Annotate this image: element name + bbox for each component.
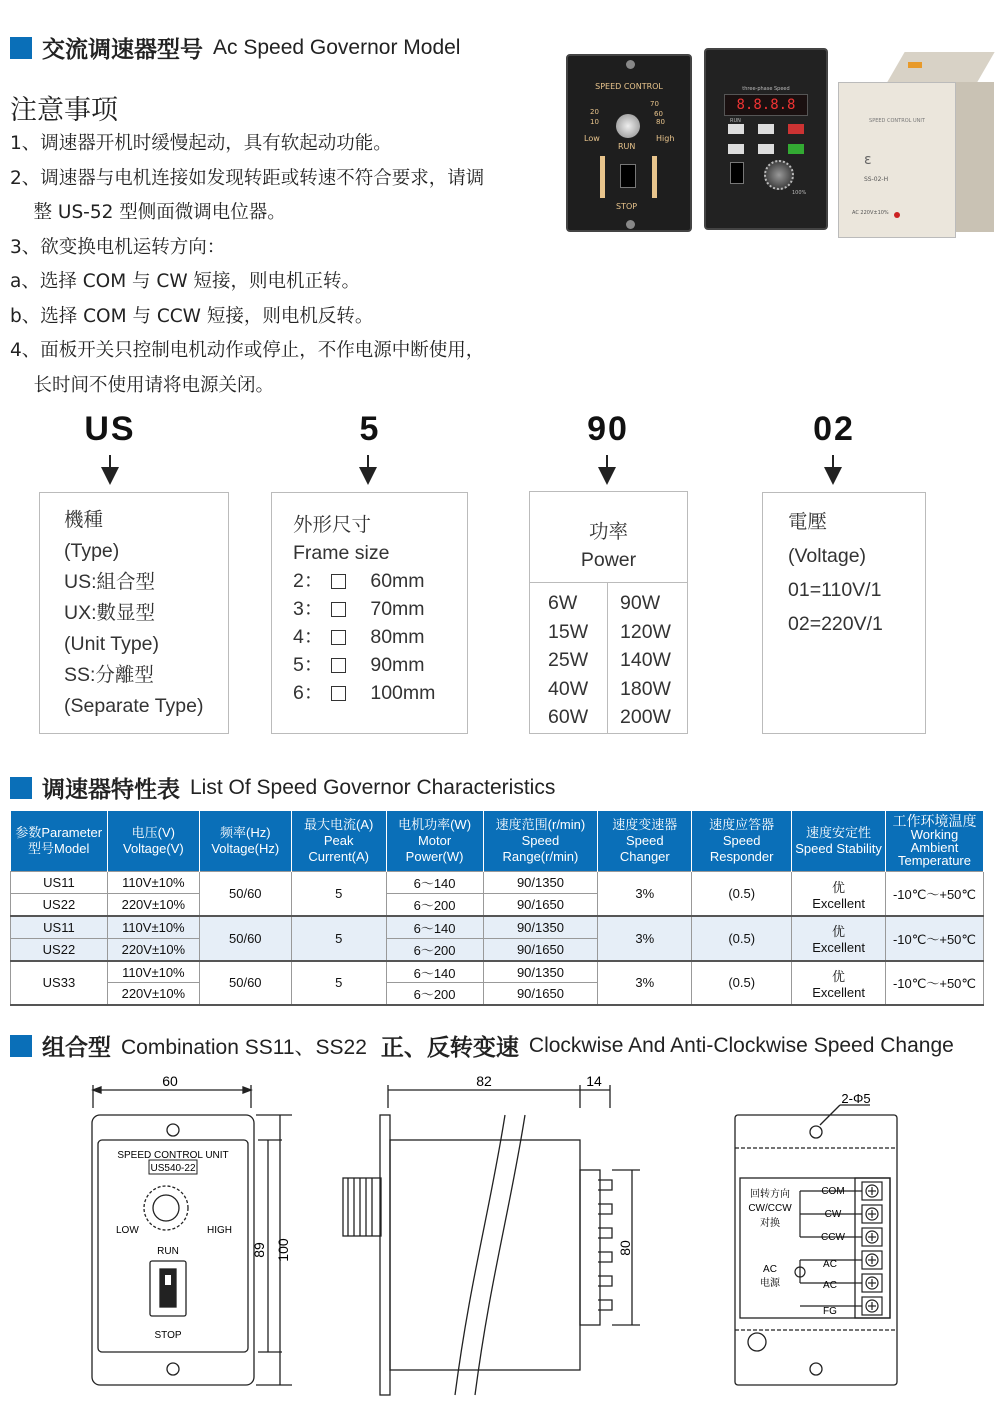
- knob-icon: [764, 160, 794, 190]
- cell-temperature: -10℃～+50℃: [886, 961, 984, 1006]
- col-header-stability: 速度安定性 Speed Stability: [792, 811, 886, 872]
- term-cw: CW: [824, 1209, 842, 1220]
- section-marker: [10, 1035, 32, 1057]
- section-header-model: [10, 31, 460, 64]
- col-header-voltage: 电压(V) Voltage(V): [107, 811, 199, 872]
- frame-num: 3：: [293, 598, 324, 620]
- type-line: (Unit Type): [64, 633, 160, 655]
- code-power: 90: [587, 410, 629, 448]
- type-box: [39, 492, 229, 734]
- col-header-responder: 速度应答器 Speed Responder: [692, 811, 792, 872]
- holes-label: 2-Φ5: [841, 1091, 871, 1106]
- type-line: 機種: [64, 509, 104, 531]
- dim-height-inner: 89: [251, 1242, 267, 1258]
- cell-voltage: 110V±10%: [107, 916, 199, 938]
- frame-num: 2：: [293, 570, 324, 592]
- frame-row: [293, 623, 435, 651]
- front-low: LOW: [116, 1225, 139, 1236]
- power-title-cn: 功率: [588, 521, 628, 543]
- term-ccw: CCW: [821, 1232, 845, 1243]
- cell-stability: 优 Excellent: [792, 916, 886, 961]
- power-title-en: Power: [580, 549, 637, 571]
- cell-voltage: 220V±10%: [107, 983, 199, 1005]
- col-header-current: 最大电流(A) Peak Current(A): [291, 811, 386, 872]
- cell-temperature: -10℃～+50℃: [886, 872, 984, 917]
- code-voltage: 02: [813, 410, 855, 448]
- frame-num: 5：: [293, 654, 324, 676]
- power-box: [529, 491, 688, 734]
- voltage-line: 電壓: [788, 511, 828, 533]
- cell-range: 90/1650: [483, 894, 598, 916]
- section-header-combination: [10, 1029, 954, 1062]
- cell-power: 6～200: [386, 894, 483, 916]
- section-title-en: Ac Speed Governor Model: [213, 35, 461, 59]
- photo-title: three-phase Speed: [742, 86, 790, 92]
- cell-range: 90/1650: [483, 938, 598, 960]
- cell-model: US22: [11, 894, 108, 916]
- arrow-down-icon: [101, 455, 119, 485]
- col-header-model: 参数Parameter 型号Model: [11, 811, 108, 872]
- voltage-line: 02=220V/1: [788, 613, 883, 635]
- frame-num: 6：: [293, 682, 324, 704]
- frame-title-en: Frame size: [293, 542, 390, 564]
- cell-power: 6～140: [386, 916, 483, 938]
- photo-title: SPEED CONTROL: [595, 82, 663, 91]
- run-label: RUN: [618, 142, 636, 151]
- cell-power: 6～140: [386, 961, 483, 983]
- col-header-range: 速度范围(r/min) Speed Range(r/min): [483, 811, 598, 872]
- power-value: 25W: [548, 649, 589, 671]
- table-row: [11, 872, 984, 894]
- cell-current: 5: [291, 961, 386, 1006]
- section-marker: [10, 37, 32, 59]
- power-value: 6W: [548, 592, 578, 614]
- cell-voltage: 110V±10%: [107, 872, 199, 894]
- type-line: SS:分離型: [64, 664, 154, 686]
- cell-range: 90/1350: [483, 916, 598, 938]
- power-value: 15W: [548, 620, 589, 643]
- frame-row: [293, 567, 435, 595]
- dim-terminal: 14: [586, 1073, 602, 1089]
- cell-temperature: -10℃～+50℃: [886, 916, 984, 961]
- dir-cn2: 对换: [760, 1218, 780, 1229]
- run-label: RUN: [730, 118, 741, 124]
- arrow-down-icon: [824, 455, 842, 485]
- type-line: UX:數显型: [64, 602, 156, 624]
- cell-responder: (0.5): [692, 916, 792, 961]
- checkbox-icon: [331, 630, 346, 645]
- product-photo-ss: [838, 52, 994, 238]
- product-photo-us: [566, 54, 692, 232]
- photo-rating: AC 220V±10%: [852, 210, 889, 216]
- cell-stability: 优 Excellent: [792, 961, 886, 1006]
- cell-voltage: 110V±10%: [107, 961, 199, 983]
- term-ac1: AC: [823, 1259, 837, 1270]
- power-value: 90W: [620, 592, 661, 614]
- cell-voltage: 220V±10%: [107, 938, 199, 960]
- characteristics-table-wrap: [10, 811, 984, 1006]
- col-header-temperature: 工作环境温度 Working Ambient Temperature: [886, 811, 984, 872]
- note-line: 3、欲变换电机运转方向：: [10, 236, 226, 258]
- checkbox-icon: [331, 574, 346, 589]
- power-value: 180W: [620, 677, 671, 700]
- section-marker: [10, 777, 32, 799]
- checkbox-icon: [331, 658, 346, 673]
- dim-height-outer: 100: [275, 1238, 291, 1262]
- dir-en: CW/CCW: [748, 1203, 792, 1214]
- notes-title: 注意事项: [10, 95, 118, 126]
- frame-row: [293, 679, 435, 707]
- power-value: 40W: [548, 677, 589, 700]
- front-run: RUN: [157, 1246, 179, 1257]
- front-high: HIGH: [207, 1225, 232, 1236]
- col-header-frequency: 频率(Hz) Voltage(Hz): [199, 811, 291, 872]
- logo-icon: ε: [864, 152, 872, 168]
- section-header-characteristics: [10, 771, 555, 804]
- product-photo-ux: [704, 48, 828, 230]
- high-label: High: [656, 134, 675, 143]
- frame-row: [293, 595, 435, 623]
- cell-range: 90/1350: [483, 961, 598, 983]
- dim-width: 60: [162, 1073, 178, 1089]
- notes-list: [10, 127, 550, 403]
- dial-mark: 70: [650, 100, 659, 108]
- type-line: US:組合型: [64, 571, 156, 593]
- cell-frequency: 50/60: [199, 872, 291, 917]
- checkbox-icon: [331, 602, 346, 617]
- front-model: US540-22: [150, 1163, 196, 1174]
- cell-stability: 优 Excellent: [792, 872, 886, 917]
- note-line: a、选择 COM 与 CW 短接，则电机正转。: [10, 271, 361, 292]
- power-value: 140W: [620, 649, 671, 671]
- power-led-icon: [894, 212, 900, 218]
- frame-size: 60mm: [370, 570, 425, 592]
- arrow-down-icon: [359, 455, 377, 485]
- type-line: (Separate Type): [64, 695, 204, 717]
- dial-mark: 80: [656, 118, 665, 126]
- frame-title-cn: 外形尺寸: [293, 514, 372, 536]
- table-row: [11, 916, 984, 938]
- cell-responder: (0.5): [692, 961, 792, 1006]
- dim-side-height: 80: [617, 1240, 633, 1256]
- code-type: US: [84, 410, 136, 448]
- cell-power: 6～140: [386, 872, 483, 894]
- cell-current: 5: [291, 916, 386, 961]
- dial-mark: 60: [654, 110, 663, 118]
- col-header-changer: 速度变速器 Speed Changer: [598, 811, 692, 872]
- cell-power: 6～200: [386, 938, 483, 960]
- frame-row: [293, 651, 435, 679]
- cell-changer: 3%: [598, 872, 692, 917]
- section-title-en: Combination SS11、SS22: [121, 1035, 367, 1059]
- dial-mark: 100%: [792, 190, 807, 196]
- section-title-cn: 正、反转变速: [380, 1035, 519, 1061]
- switch-icon: [730, 162, 744, 184]
- voltage-box: [762, 492, 926, 734]
- term-fg: FG: [823, 1306, 837, 1317]
- cell-range: 90/1650: [483, 983, 598, 1005]
- note-line: b、选择 COM 与 CCW 短接，则电机反转。: [10, 305, 374, 327]
- power-label: 电源: [760, 1278, 780, 1289]
- note-line: 2、调速器与电机连接如发现转距或转速不符合要求，请调: [10, 167, 485, 189]
- terminal-block: [795, 1182, 882, 1315]
- dim-depth: 82: [476, 1073, 492, 1089]
- low-label: Low: [584, 134, 600, 143]
- cell-model: US11: [11, 916, 108, 938]
- cell-model: US33: [11, 961, 108, 1006]
- dial-mark: 10: [590, 118, 599, 126]
- frame-size: 90mm: [370, 654, 425, 676]
- term-com: COM: [821, 1186, 845, 1197]
- frame-size: 100mm: [370, 682, 436, 704]
- ac-label: AC: [763, 1264, 777, 1275]
- arrow-down-icon: [598, 455, 616, 485]
- table-row: [11, 961, 984, 983]
- voltage-line: 01=110V/1: [788, 579, 882, 601]
- front-stop: STOP: [154, 1330, 182, 1341]
- characteristics-table: [10, 811, 984, 1006]
- section-title-cn: 调速器特性表: [42, 777, 180, 803]
- cell-frequency: 50/60: [199, 916, 291, 961]
- cell-responder: (0.5): [692, 872, 792, 917]
- cell-current: 5: [291, 872, 386, 917]
- photo-title: SPEED CONTROL UNIT: [869, 118, 925, 124]
- cell-range: 90/1350: [483, 872, 598, 894]
- note-line: 1、调速器开机时缓慢起动，具有软起动功能。: [10, 133, 392, 154]
- power-value: 200W: [620, 706, 671, 728]
- type-line: (Type): [64, 540, 120, 562]
- cell-model: US22: [11, 938, 108, 960]
- col-header-power: 电机功率(W) Motor Power(W): [386, 811, 483, 872]
- frame-size: 80mm: [370, 626, 425, 648]
- note-line: 长时间不使用请将电源关闭。: [10, 374, 275, 396]
- section-title-cn: 交流调速器型号: [42, 37, 203, 63]
- note-line: 4、面板开关只控制电机动作或停止，不作电源中断使用，: [10, 340, 485, 361]
- front-title: SPEED CONTROL UNIT: [117, 1150, 229, 1161]
- stop-label: STOP: [616, 202, 638, 211]
- cell-frequency: 50/60: [199, 961, 291, 1006]
- voltage-line: (Voltage): [788, 545, 867, 567]
- power-value: 60W: [548, 706, 589, 728]
- section-title-cn: 组合型: [42, 1035, 111, 1061]
- led-display: 8.8.8.8: [724, 94, 808, 116]
- power-value: 120W: [620, 620, 671, 643]
- term-ac2: AC: [823, 1280, 837, 1291]
- frame-num: 4：: [293, 626, 324, 648]
- switch-icon: [620, 164, 636, 188]
- frame-size: 70mm: [370, 598, 425, 620]
- checkbox-icon: [331, 686, 346, 701]
- cell-changer: 3%: [598, 961, 692, 1006]
- note-line: 整 US-52 型侧面微调电位器。: [10, 202, 286, 223]
- dial-mark: 20: [590, 108, 599, 116]
- cell-model: US11: [11, 872, 108, 894]
- cell-changer: 3%: [598, 916, 692, 961]
- frame-size-box: [271, 492, 468, 734]
- photo-model: SS-02-H: [864, 176, 889, 183]
- cell-voltage: 220V±10%: [107, 894, 199, 916]
- cell-power: 6～200: [386, 983, 483, 1005]
- dir-cn1: 回转方向: [750, 1189, 790, 1200]
- knob-icon: [616, 114, 640, 138]
- section-title-en: List Of Speed Governor Characteristics: [190, 775, 556, 799]
- code-frame: 5: [359, 410, 381, 448]
- dimension-drawing: [0, 1060, 1000, 1411]
- section-title-en: Clockwise And Anti-Clockwise Speed Change: [528, 1033, 954, 1057]
